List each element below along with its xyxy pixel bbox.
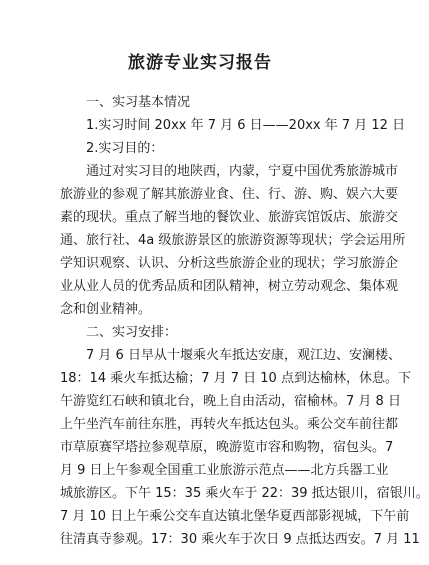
paragraph-line: 市草原赛罕塔拉参观草原，晚游览市容和购物，宿包头。7 [60,440,394,455]
paragraph-line: 旅游业的参观了解其旅游业食、住、行、游、购、娱六大要 [60,187,399,202]
paragraph-line: 通过对实习目的地陕西，内蒙，宁夏中国优秀旅游城市 [86,164,399,179]
paragraph-line: 7 月 6 日早从十堰乘火车抵达安康，观江边、安澜楼、 [86,348,401,363]
section-heading: 一、实习基本情况 [86,95,191,110]
paragraph-line: 上午坐汽车前往东胜，再转火车抵达包头。乘公交车前往都 [60,417,399,432]
paragraph-line: 城旅游区。下午 15：35 乘火车于 22：39 抵达银川，宿银川。 [60,486,429,501]
paragraph-line: 业从业人员的优秀品质和团队精神，树立劳动观念、集体观 [60,279,399,294]
section-heading: 二、实习安排： [86,325,178,340]
paragraph-line: 往清真寺参观。17：30 乘火车于次日 9 点抵达西安。7 月 11 [60,532,420,547]
paragraph-line: 素的现状。重点了解当地的餐饮业、旅游宾馆饭店、旅游交 [60,210,399,225]
paragraph-line: 2.实习目的： [86,141,164,156]
paragraph-line: 1.实习时间 20xx 年 7 月 6 日——20xx 年 7 月 12 日 [86,118,406,133]
paragraph-line: 18：14 乘火车抵达榆；7 月 7 日 10 点到达榆林，休息。下 [60,371,411,386]
document-title: 旅游专业实习报告 [128,53,272,73]
paragraph-line: 通、旅行社、4a 级旅游景区的旅游资源等现状；学会运用所 [60,233,406,248]
document-body [60,91,429,551]
paragraph-line: 月 9 日上午参观全国重工业旅游示范点——北方兵器工业 [60,463,389,478]
paragraph-line: 学知识观察、认识、分析这些旅游企业的现状；学习旅游企 [60,256,399,271]
paragraph-line: 念和创业精神。 [60,302,152,317]
paragraph-line: 午游览红石峡和镇北台，晚上自由活动，宿榆林。7 月 8 日 [60,394,401,409]
paragraph-line: 7 月 10 日上午乘公交车直达镇北堡华夏西部影视城，下午前 [60,509,410,524]
